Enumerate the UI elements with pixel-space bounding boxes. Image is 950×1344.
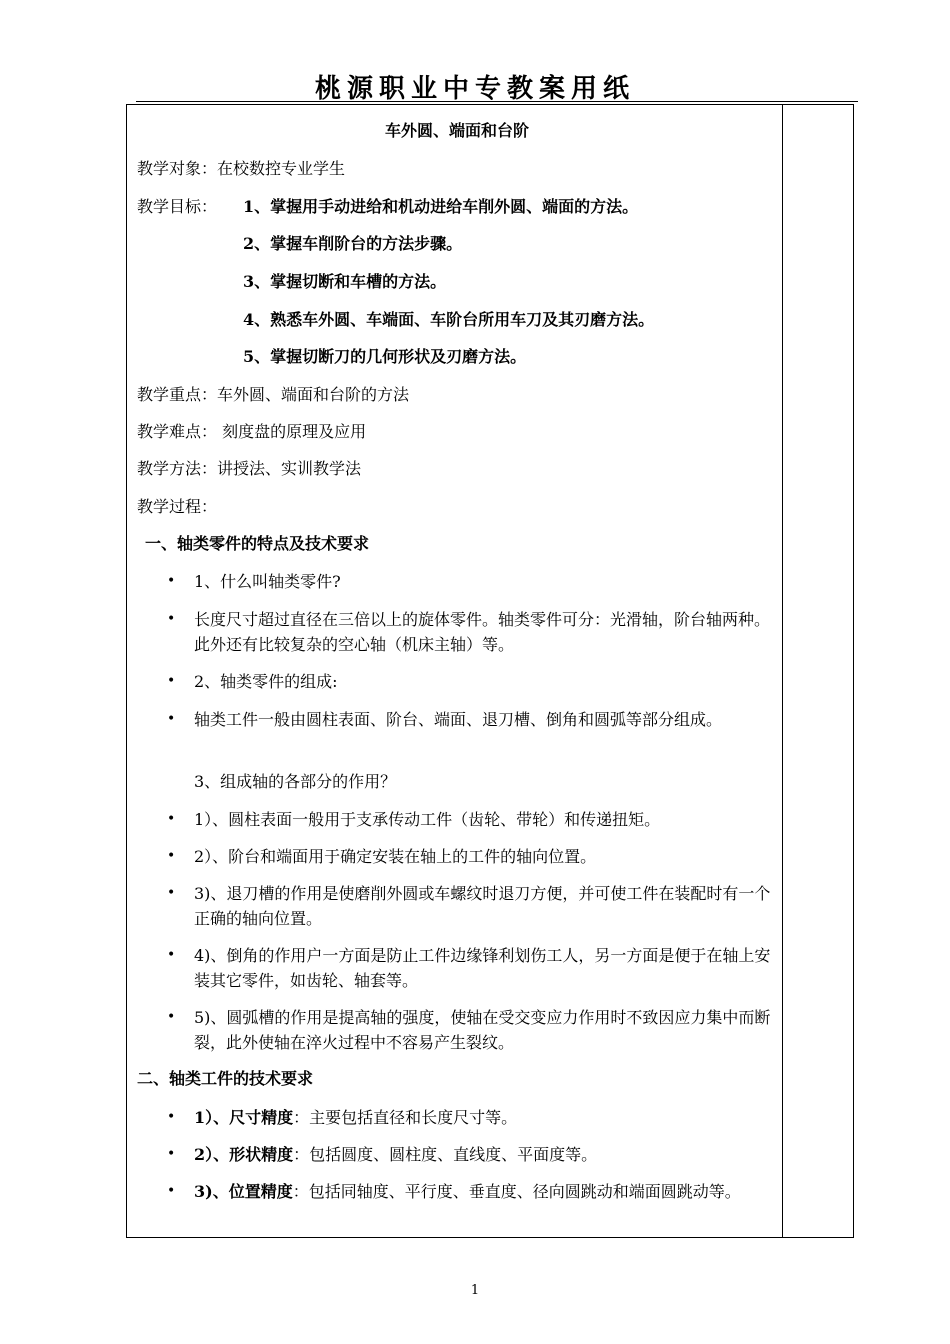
bullet-marker: • bbox=[167, 611, 176, 627]
page-number: 1 bbox=[470, 1283, 480, 1298]
section1-item-7: 2）、阶台和端面用于确定安装在轴上的工件的轴向位置。 bbox=[194, 847, 597, 866]
section2-item-1 bbox=[194, 1105, 779, 1130]
lesson-table bbox=[126, 104, 854, 1238]
teaching-difficulty bbox=[137, 420, 366, 444]
teaching-target-value: 在校数控专业学生 bbox=[217, 159, 346, 178]
bullet-marker: • bbox=[167, 1009, 176, 1025]
section1-item-9: 4)、倒角的作用户一方面是防止工件边缘锋利划伤工人，另一方面是便于在轴上安装其它零件，如齿轮、轴套等。 bbox=[194, 946, 771, 990]
section2-item-2 bbox=[194, 1142, 779, 1167]
teaching-method-value: 讲授法、实训教学法 bbox=[217, 459, 362, 478]
section1-heading: 一、轴类零件的特点及技术要求 bbox=[145, 534, 370, 553]
section1-item-1: 1、什么叫轴类零件? bbox=[194, 572, 341, 591]
section2-item-1-term: 1）、尺寸精度 bbox=[194, 1108, 294, 1127]
teaching-target-label: 教学对象： bbox=[137, 159, 218, 178]
teaching-key-value: 车外圆、端面和台阶的方法 bbox=[217, 385, 410, 404]
section2-item-2-term: 2）、形状精度 bbox=[194, 1145, 294, 1164]
header-rule bbox=[136, 101, 858, 102]
teaching-process-label: 教学过程： bbox=[137, 497, 218, 516]
document-header-title: 桃源职业中专教案用纸 bbox=[314, 74, 635, 104]
bullet-marker: • bbox=[167, 811, 176, 827]
section1-item-4: 轴类工件一般由圆柱表面、阶台、端面、退刀槽、倒角和圆弧等部分组成。 bbox=[194, 710, 723, 729]
section2-item-3-desc: ：包括同轴度、平行度、垂直度、径向圆跳动和端面圆跳动等。 bbox=[292, 1182, 741, 1201]
bullet-marker: • bbox=[167, 848, 176, 864]
bullet-marker: • bbox=[167, 1109, 176, 1125]
section1-item-3: 2、轴类零件的组成: bbox=[194, 672, 338, 691]
bullet-marker: • bbox=[167, 1183, 176, 1199]
bullet-marker: • bbox=[167, 947, 176, 963]
teaching-goal-3: 3、掌握切断和车槽的方法。 bbox=[243, 272, 447, 291]
teaching-method-label: 教学方法： bbox=[137, 459, 218, 478]
teaching-goal-4: 4、熟悉车外圆、车端面、车阶台所用车刀及其刃磨方法。 bbox=[243, 310, 655, 329]
teaching-goal-2: 2、掌握车削阶台的方法步骤。 bbox=[243, 234, 463, 253]
bullet-marker: • bbox=[167, 1146, 176, 1162]
teaching-difficulty-value: 刻度盘的原理及应用 bbox=[217, 422, 367, 441]
section1-item-8: 3)、退刀槽的作用是使磨削外圆或车螺纹时退刀方便，并可使工件在装配时有一个正确的轴向位置。 bbox=[194, 884, 771, 928]
lesson-title: 车外圆、端面和台阶 bbox=[384, 121, 529, 140]
bullet-marker: • bbox=[167, 885, 176, 901]
section2-item-1-desc: ：主要包括直径和长度尺寸等。 bbox=[293, 1108, 518, 1127]
teaching-target bbox=[137, 157, 345, 181]
section2-item-2-desc: ：包括圆度、圆柱度、直线度、平面度等。 bbox=[293, 1145, 598, 1164]
section2-item-3 bbox=[194, 1179, 779, 1204]
teaching-goal-5: 5、掌握切断刀的几何形状及刃磨方法。 bbox=[243, 347, 527, 366]
bullet-marker: • bbox=[167, 673, 176, 689]
section2-heading: 二、轴类工件的技术要求 bbox=[137, 1069, 314, 1088]
section1-item-6: 1）、圆柱表面一般用于支承传动工件（齿轮、带轮）和传递扭矩。 bbox=[194, 810, 661, 829]
teaching-key-label: 教学重点： bbox=[137, 385, 218, 404]
section1-item-10: 5)、圆弧槽的作用是提高轴的强度，使轴在受交变应力作用时不致因应力集中而断裂，此外使轴在淬火过程中不容易产生裂纹。 bbox=[194, 1008, 771, 1052]
side-column bbox=[782, 105, 783, 1237]
teaching-method bbox=[137, 457, 361, 481]
teaching-goals-label: 教学目标： bbox=[137, 197, 218, 216]
bullet-marker: • bbox=[167, 573, 176, 589]
teaching-difficulty-label: 教学难点： bbox=[137, 422, 218, 441]
section2-item-3-term: 3)、位置精度 bbox=[194, 1182, 293, 1201]
teaching-key bbox=[137, 383, 409, 407]
bullet-marker: • bbox=[167, 711, 176, 727]
section1-item-2: 长度尺寸超过直径在三倍以上的旋体零件。轴类零件可分：光滑轴，阶台轴两种。此外还有比较复杂的空心轴（机床主轴）等。 bbox=[194, 610, 771, 654]
section1-item-5: 3、组成轴的各部分的作用？ bbox=[194, 772, 397, 791]
teaching-goal-1: 1、掌握用手动进给和机动进给车削外圆、端面的方法。 bbox=[243, 197, 639, 216]
